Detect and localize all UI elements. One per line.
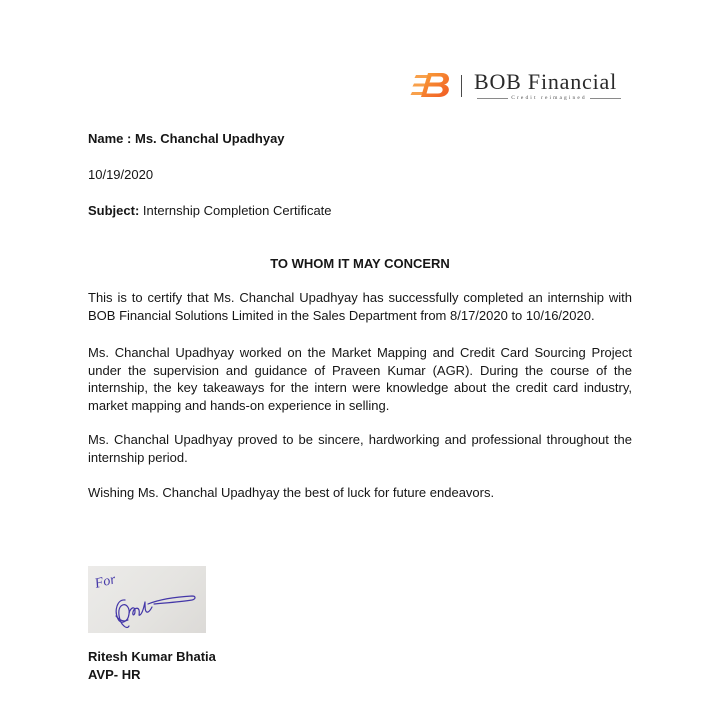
tagline-rule-right <box>590 98 621 99</box>
company-logo <box>405 66 625 104</box>
signatory-name: Ritesh Kumar Bhatia <box>88 649 216 664</box>
paragraph-3 <box>88 431 632 466</box>
paragraph-line: Ms. Chanchal Upadhyay worked on the Market Mapping and Credit Card Sourcing Project <box>88 345 632 360</box>
name-label: Name : <box>88 131 132 146</box>
signature-loop <box>116 600 129 628</box>
signature-strokes <box>116 596 195 628</box>
subject-line <box>88 202 632 220</box>
logo-divider <box>461 75 462 97</box>
signature-for-note: For <box>93 572 118 592</box>
paragraph-1 <box>88 289 632 324</box>
signature-swoosh <box>116 616 128 621</box>
paragraph-line: market mapping and hands-on experience in selling. <box>88 398 390 414</box>
signature-drawing <box>88 566 206 633</box>
tagline-rule-left <box>477 98 508 99</box>
paragraph-line: under the supervision and guidance of Praveen Kumar (AGR). During the course of the <box>88 362 632 378</box>
recipient-name: Ms. Chanchal Upadhyay <box>134 131 285 146</box>
paragraph-line: This is to certify that Ms. Chanchal Upadhyay has successfully completed an internship with <box>88 290 632 305</box>
letter-date: 10/19/2020 <box>88 167 154 182</box>
tagline-text: Credit reimagined <box>511 95 587 101</box>
bob-sun-b-icon <box>410 72 452 98</box>
signatory-title: AVP- HR <box>88 667 141 682</box>
brand-name: BOB Financial <box>474 69 618 94</box>
recipient-name-line <box>88 130 632 148</box>
paragraph-line: internship period. <box>88 449 188 465</box>
paragraph-line: Wishing Ms. Chanchal Upadhyay the best of luck for future endeavors. <box>88 485 495 500</box>
subject-value: Internship Completion Certificate <box>142 203 332 218</box>
paragraph-line: internship, the key takeaways for the intern were knowledge about the credit card industry, <box>88 380 632 396</box>
paragraph-line: Ms. Chanchal Upadhyay proved to be sincere, hardworking and professional throughout the <box>88 432 632 447</box>
paragraph-line: BOB Financial Solutions Limited in the Sales Department from 8/17/2020 to 10/16/2020. <box>88 307 595 323</box>
paragraph-2 <box>88 344 632 415</box>
brand-tagline <box>477 94 621 102</box>
subject-label: Subject: <box>88 203 140 218</box>
paragraph-4 <box>88 484 632 502</box>
signature-tail <box>148 596 195 604</box>
salutation-heading: TO WHOM IT MAY CONCERN <box>270 256 450 271</box>
signature-image <box>88 566 206 633</box>
